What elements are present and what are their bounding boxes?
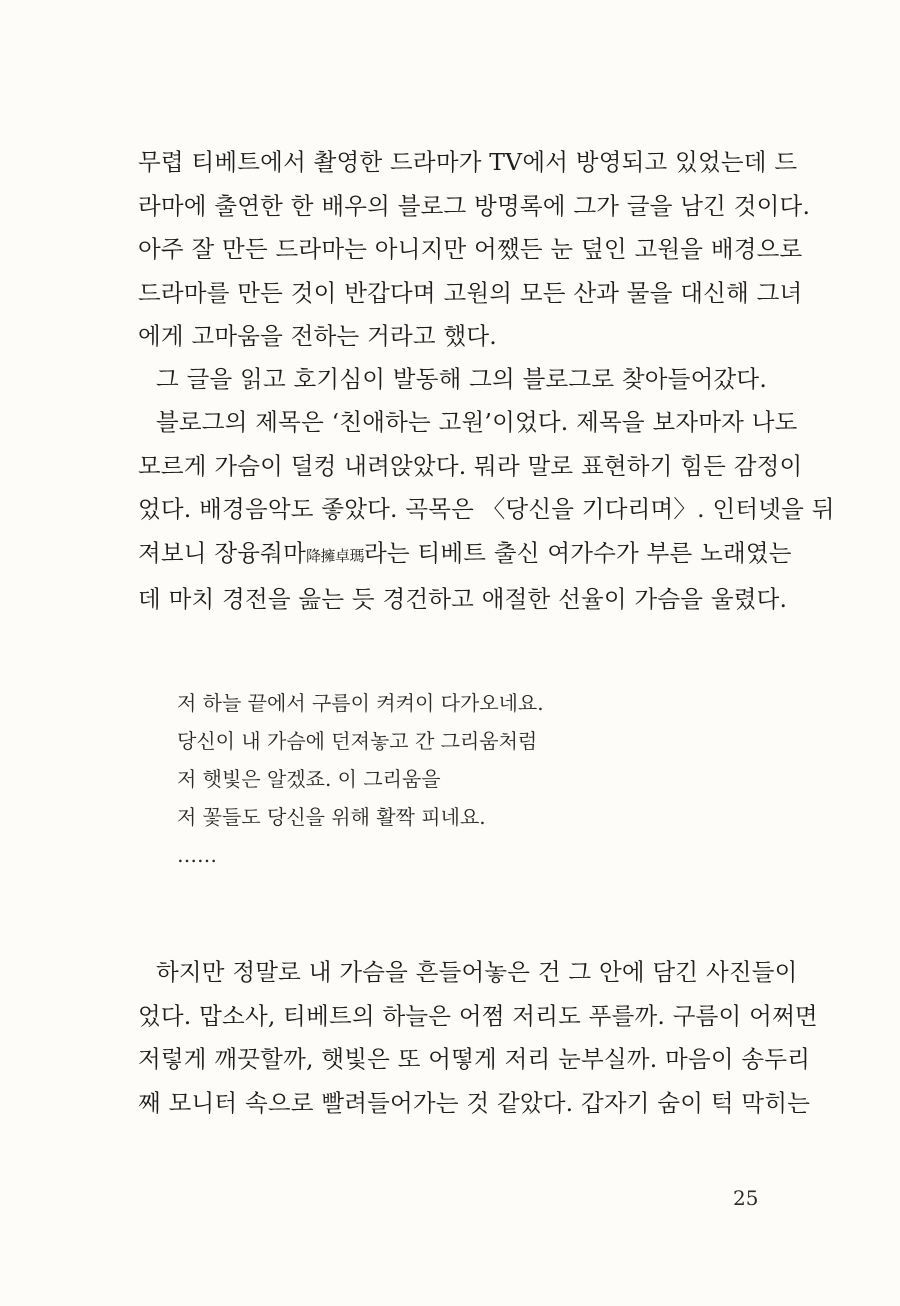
text-line: 라마에 출연한 한 배우의 블로그 방명록에 그가 글을 남긴 것이다. xyxy=(138,191,811,220)
text-line: 모르게 가슴이 덜컹 내려앉았다. 뭐라 말로 표현하기 힘든 감정이 xyxy=(138,451,803,480)
text-line: 드라마를 만든 것이 반갑다며 고원의 모든 산과 물을 대신해 그녀 xyxy=(138,278,803,307)
text-line: 었다. 배경음악도 좋았다. 곡목은 〈당신을 기다리며〉. 인터넷을 뒤 xyxy=(138,495,835,523)
paragraph-1 xyxy=(138,141,811,359)
paragraph-3 xyxy=(138,401,835,622)
paragraph-2 xyxy=(138,358,768,402)
song-lyrics-quote xyxy=(177,684,677,874)
lyric-line: 저 하늘 끝에서 구름이 켜켜이 다가오네요. xyxy=(177,691,544,715)
lyric-ellipsis: …… xyxy=(177,843,217,867)
hanja-name: 降擁卓瑪 xyxy=(305,546,364,565)
text-line: 에게 고마움을 전하는 거라고 했다. xyxy=(138,322,497,350)
page-number: 25 xyxy=(733,1186,759,1210)
paragraph-4 xyxy=(138,951,818,1125)
text-line: 데 마치 경전을 읊는 듯 경건하고 애절한 선율이 가슴을 울렸다. xyxy=(138,585,788,613)
text-segment: 라는 티베트 출신 여가수가 부른 노래였는 xyxy=(364,538,792,567)
lyric-line: 당신이 내 가슴에 던져놓고 간 그리움처럼 xyxy=(177,729,538,753)
text-line: 저렇게 깨끗할까, 햇빛은 또 어떻게 저리 눈부실까. 마음이 송두리 xyxy=(138,1045,811,1073)
lyric-line: 저 꽃들도 당신을 위해 활짝 피네요. xyxy=(177,805,486,829)
text-line xyxy=(138,532,792,579)
text-line: 째 모니터 속으로 빨려들어가는 것 같았다. 갑자기 숨이 턱 막히는 xyxy=(138,1088,811,1117)
text-line: 었다. 맙소사, 티베트의 하늘은 어쩜 저리도 푸를까. 구름이 어쩌면 xyxy=(138,1001,818,1030)
text-segment: 져보니 장융줘마 xyxy=(138,538,306,567)
text-line: 블로그의 제목은 ‘친애하는 고원’이었다. 제목을 보자마자 나도 xyxy=(156,408,798,436)
text-line: 하지만 정말로 내 가슴을 흔들어놓은 건 그 안에 담긴 사진들이 xyxy=(156,958,798,986)
text-line: 아주 잘 만든 드라마는 아니지만 어쨌든 눈 덮인 고원을 배경으로 xyxy=(138,235,803,263)
lyric-line: 저 햇빛은 알겠죠. 이 그리움을 xyxy=(177,767,441,791)
text-line: 무렵 티베트에서 촬영한 드라마가 TV에서 방영되고 있었는데 드 xyxy=(138,148,798,176)
text-line: 그 글을 읽고 호기심이 발동해 그의 블로그로 찾아들어갔다. xyxy=(156,365,767,393)
